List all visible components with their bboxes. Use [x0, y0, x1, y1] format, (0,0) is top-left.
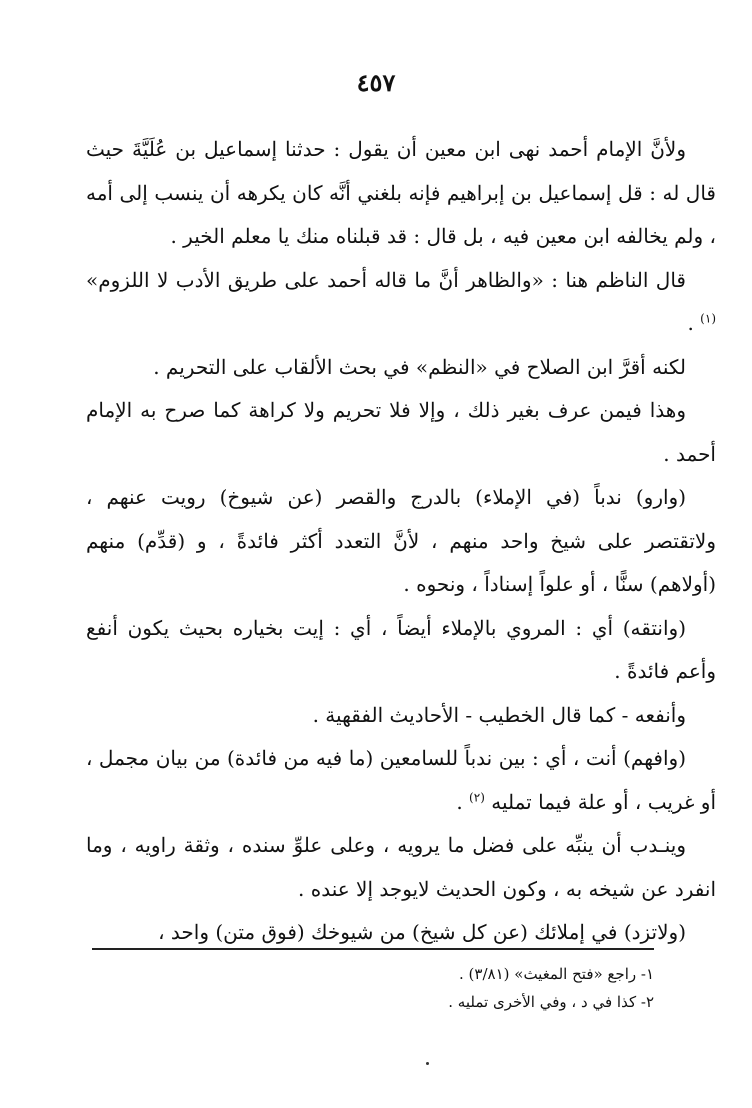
paragraph-3: لكنه أقرَّ ابن الصلاح في «النظم» في بحث الألقاب على التحريم . [153, 354, 686, 379]
footnote-divider [92, 948, 654, 950]
paragraph-5: (وارو) ندباً (في الإملاء) بالدرج والقصر (عن شيوخ) رويت عنهم ، ولاتقتصر على شيخ واحد منهم ، لأنَّ التعدد أكثر فائدةً ، و (قدِّم) منهم (أولاهم) سنًّا ، أو علواً إسناداً ، ونحوه . [86, 485, 716, 596]
paragraph-1: ولأنَّ الإمام أحمد نهى ابن معين أن يقول : حدثنا إسماعيل بن عُلَيَّةَ حيث قال له : قل إسماعيل بن إبراهيم فإنه بلغني أنَّه كان يكرهه أن ينسب إلى أمه ، ولم يخالفه ابن معين فيه ، بل قال : قد قبلناه منك يا معلم الخير . [86, 137, 716, 248]
footnote-ref-2[interactable]: (٢) [469, 789, 485, 804]
footnote-1: ١- راجع «فتح المغيث» (٣/٨١) . [459, 965, 654, 983]
paragraph-9: وينـدب أن ينبِّه على فضل ما يرويه ، وعلى علوِّ سنده ، وثقة راويه ، وما انفرد عن شيخه به ، وكون الحديث لايوجد إلا عنده . [86, 833, 716, 901]
page-number: ٤٥٧ [356, 68, 396, 97]
paragraph-2-end: . [687, 311, 701, 335]
paragraph-8-text: (وافهم) أنت ، أي : بين ندباً للسامعين (ما فيه من فائدة) من بيان مجمل ، أو غريب ، أو علة فيما تمليه [86, 746, 716, 814]
paragraph-10: (ولاتزد) في إملائك (عن كل شيخ) من شيوخك (فوق متن) واحد ، [158, 920, 686, 944]
main-text [86, 128, 716, 955]
paragraph-2-text: قال الناظم هنا : «والظاهر أنَّ ما قاله أحمد على طريق الأدب لا اللزوم» [86, 267, 686, 292]
footnote-2: ٢- كذا في د ، وفي الأخرى تمليه . [448, 993, 654, 1011]
paragraph-7: وأنفعه - كما قال الخطيب - الأحاديث الفقهية . [312, 702, 686, 727]
paragraph-6: (وانتقه) أي : المروي بالإملاء أيضاً ، أي : إيت بخياره بحيث يكون أنفع وأعم فائدةً . [86, 615, 716, 683]
footnote-ref-1[interactable]: (١) [700, 311, 716, 326]
print-speck [426, 1062, 429, 1065]
footnotes [92, 960, 654, 1016]
paragraph-8 [86, 737, 716, 824]
paragraph-4: وهذا فيمن عرف بغير ذلك ، وإلا فلا تحريم ولا كراهة كما صرح به الإمام أحمد . [86, 398, 716, 466]
paragraph-8-end: . [456, 789, 470, 814]
paragraph-2 [86, 259, 716, 346]
